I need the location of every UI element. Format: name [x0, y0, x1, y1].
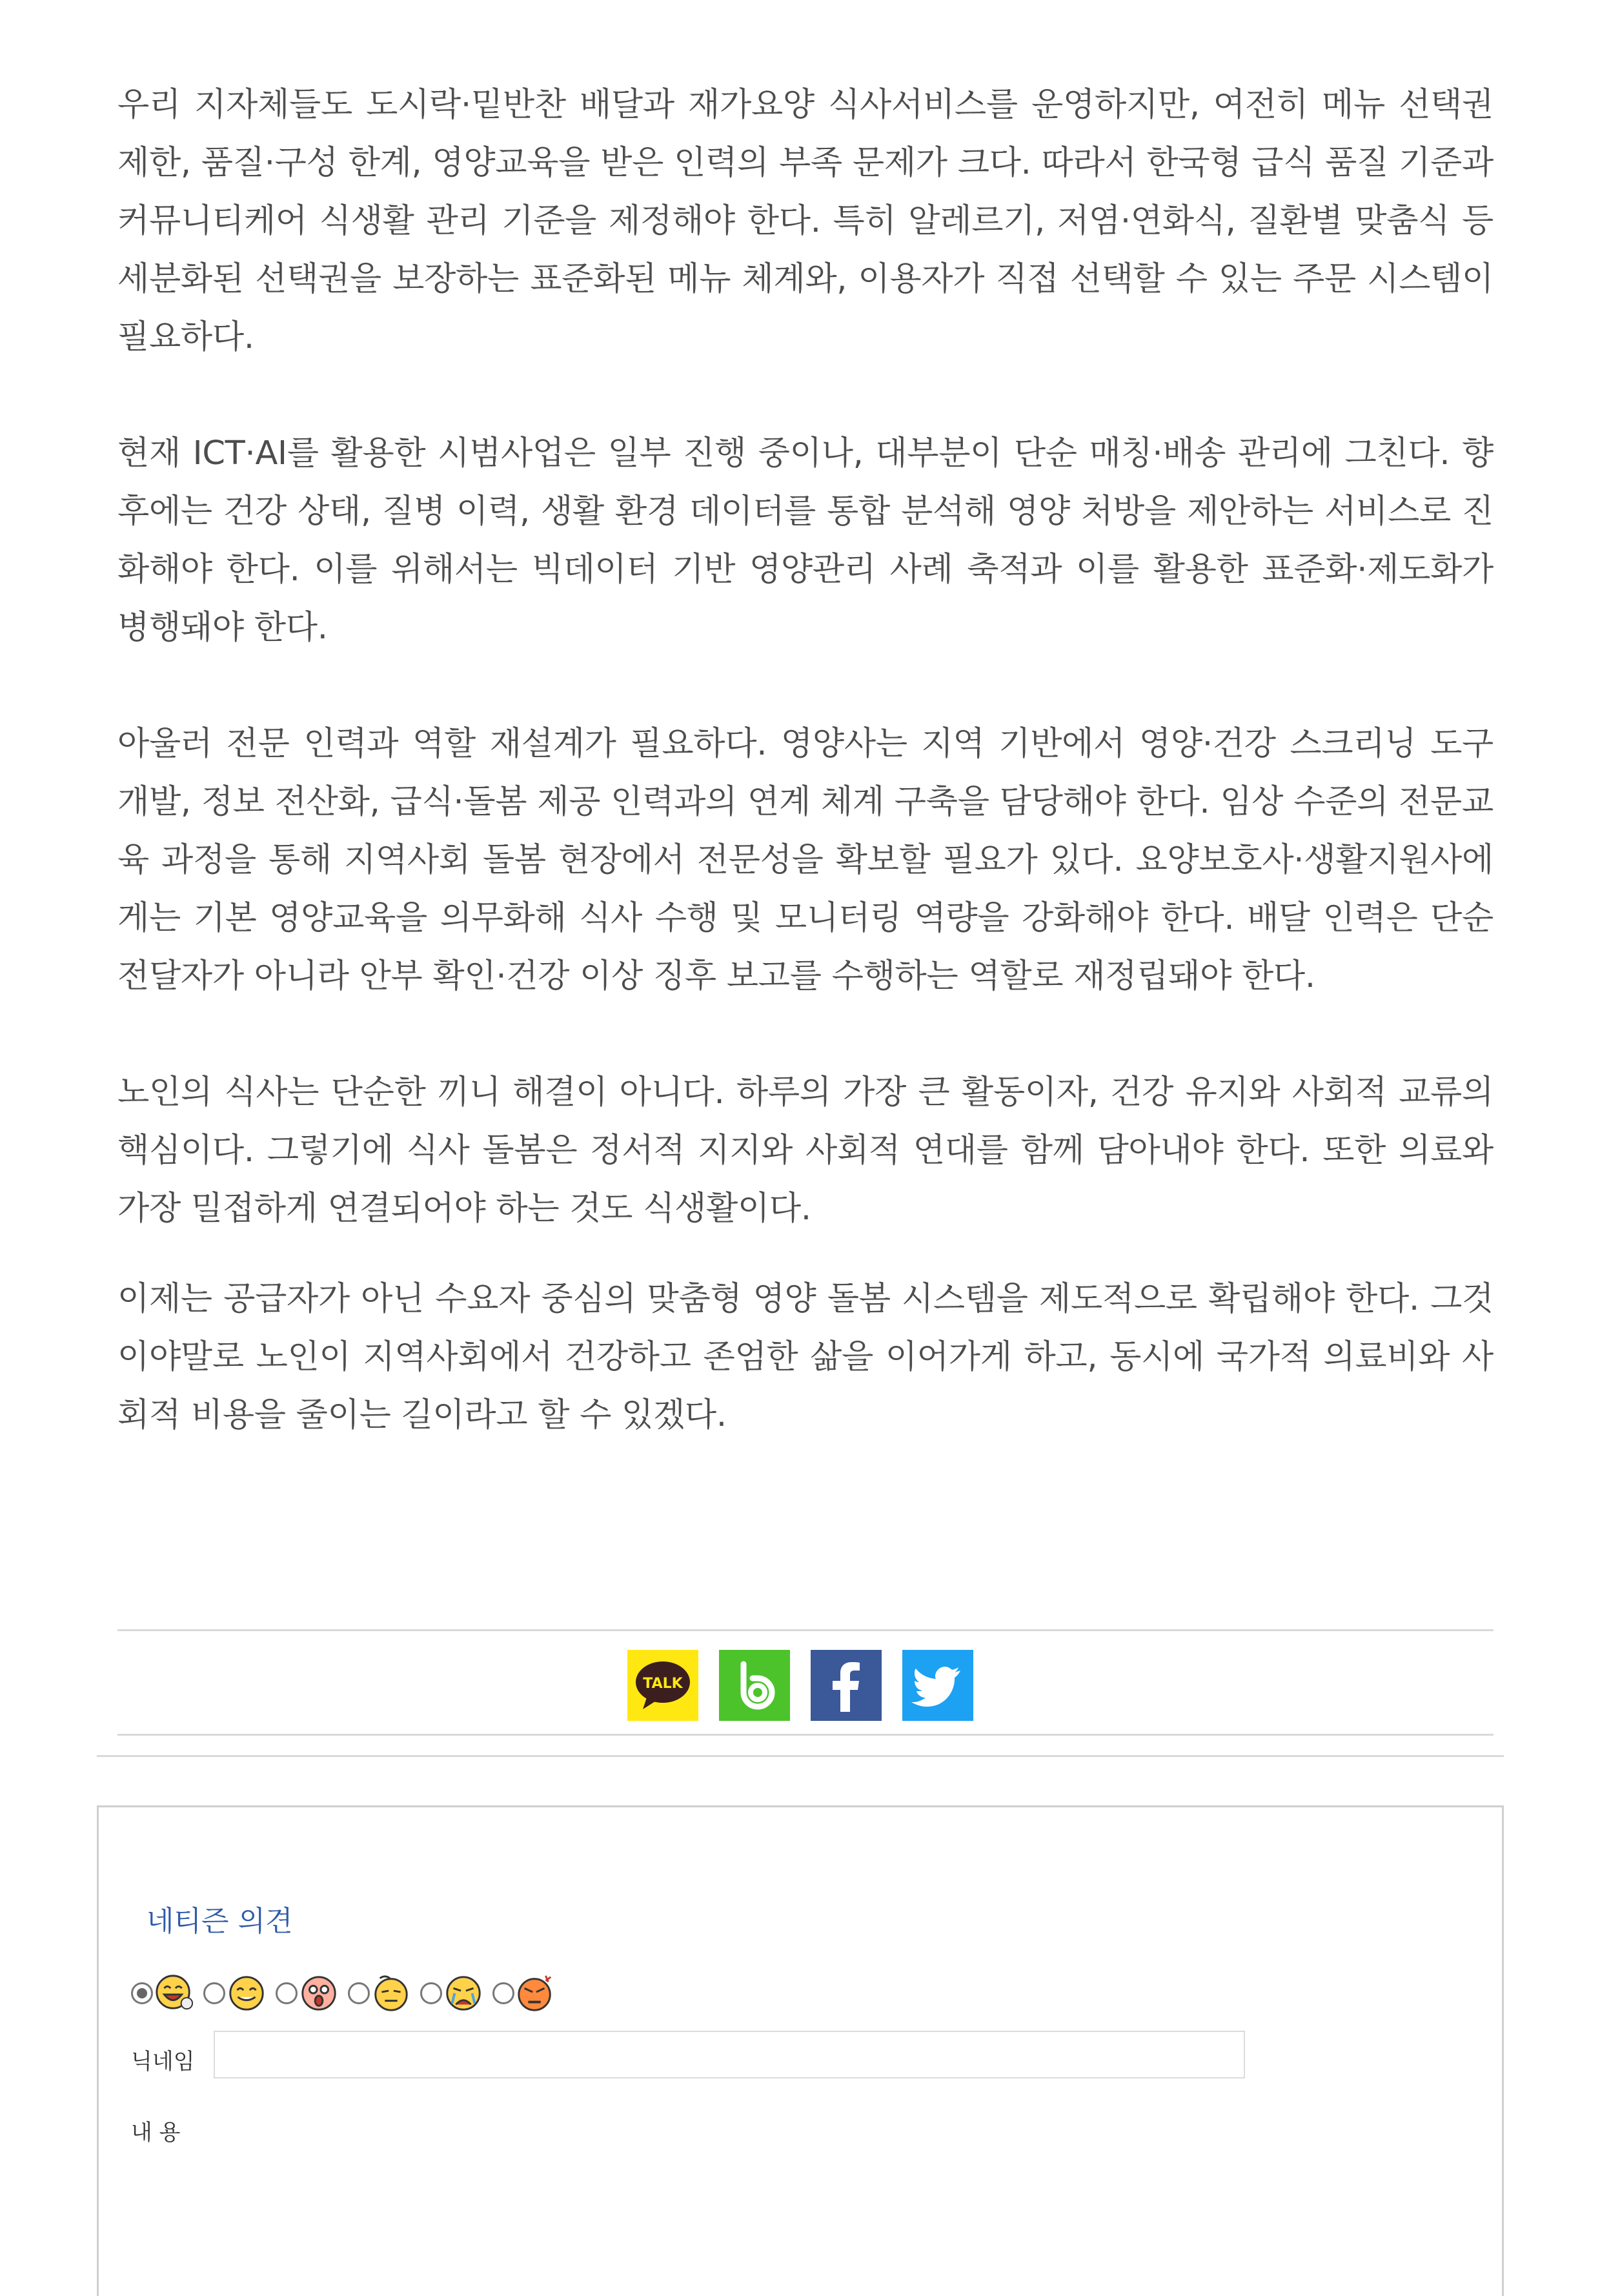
article-paragraph: 현재 ICT·AI를 활용한 시범사업은 일부 진행 중이나, 대부분이 단순 매칭·배송 관리에 그친다. 향후에는 건강 상태, 질병 이력, 생활 환경 데이터를 통합 분석해 영양 처방을 제안하는 서비스로 진화해야 한다. 이를 위해서는 빅데이터 기반 영양관리 사례 축적과 이를 활용한 표준화·제도화가 병행돼야 한다.: [117, 434, 1494, 647]
emotion-option-surprised[interactable]: [276, 1973, 339, 2013]
kakaotalk-share-button[interactable]: [627, 1650, 698, 1721]
article-paragraph: 아울러 전문 인력과 역할 재설계가 필요하다. 영양사는 지역 기반에서 영양·건강 스크리닝 도구 개발, 정보 전산화, 급식·돌봄 제공 인력과의 연계 체계 구축을 담당해야 한다. 임상 수준의 전문교육 과정을 통해 지역사회 돌봄 현장에서 전문성을 확보할 필요가 있다. 요양보호사·생활지원사에게는 기본 영양교육을 의무화해 식사 수행 및 모니터링 역량을 강화해야 한다. 배달 인력은 단순 전달자가 아니라 안부 확인·건강 이상 징후 보고를 수행하는 역할로 재정립돼야 한다.: [117, 725, 1494, 995]
share-bar: [0, 1650, 1600, 1721]
surprised-face-icon: [299, 1973, 339, 2013]
emotion-radio[interactable]: [492, 1982, 514, 2004]
emotion-option-crying[interactable]: [420, 1973, 483, 2013]
article-paragraph: 우리 지자체들도 도시락·밑반찬 배달과 재가요양 식사서비스를 운영하지만, 여전히 메뉴 선택권 제한, 품질·구성 한계, 영양교육을 받은 인력의 부족 문제가 크다. 따라서 한국형 급식 품질 기준과 커뮤니티케어 식생활 관리 기준을 제정해야 한다. 특히 알레르기, 저염·연화식, 질환별 맞춤식 등 세분화된 선택권을 보장하는 표준화된 메뉴 체계와, 이용자가 직접 선택할 수 있는 주문 시스템이 필요하다.: [117, 86, 1494, 356]
emotion-option-laughing[interactable]: [131, 1973, 194, 2013]
twitter-share-button[interactable]: [902, 1650, 973, 1721]
comment-section-title: 네티즌 의견: [147, 1905, 293, 1938]
dizzy-face-icon: [371, 1973, 411, 2013]
facebook-share-icon: [811, 1650, 882, 1721]
kakaotalk-label: TALK: [642, 1676, 683, 1692]
smiling-face-icon: [227, 1973, 267, 2013]
emotion-radio[interactable]: [203, 1982, 225, 2004]
emotion-option-angry[interactable]: [492, 1973, 556, 2013]
share-top-divider: [117, 1629, 1494, 1631]
emotion-radio[interactable]: [348, 1982, 370, 2004]
article-body: [117, 76, 1494, 1503]
emotion-selector: [131, 1973, 565, 2014]
band-share-button[interactable]: [719, 1650, 790, 1721]
content-label: 내 용: [131, 2120, 181, 2146]
emotion-radio[interactable]: [420, 1982, 442, 2004]
comment-form: [97, 1805, 1504, 2296]
emotion-option-smiling[interactable]: [203, 1973, 267, 2013]
article-paragraph: 노인의 식사는 단순한 끼니 해결이 아니다. 하루의 가장 큰 활동이자, 건강 유지와 사회적 교류의 핵심이다. 그렇기에 식사 돌봄은 정서적 지지와 사회적 연대를 함께 담아내야 한다. 또한 의료와 가장 밀접하게 연결되어야 하는 것도 식생활이다.: [117, 1073, 1494, 1228]
band-share-icon: [719, 1650, 790, 1721]
emotion-radio[interactable]: [276, 1982, 298, 2004]
emotion-radio[interactable]: [131, 1982, 153, 2004]
share-bottom-divider: [117, 1734, 1494, 1736]
laughing-face-icon: [154, 1973, 194, 2013]
twitter-share-icon: [902, 1650, 973, 1721]
section-divider: [97, 1755, 1504, 1757]
article-paragraph: 이제는 공급자가 아닌 수요자 중심의 맞춤형 영양 돌봄 시스템을 제도적으로 확립해야 한다. 그것이야말로 노인이 지역사회에서 건강하고 존엄한 삶을 이어가게 하고, 동시에 국가적 의료비와 사회적 비용을 줄이는 길이라고 할 수 있겠다.: [117, 1280, 1494, 1434]
facebook-share-button[interactable]: [811, 1650, 882, 1721]
nickname-input[interactable]: [214, 2031, 1245, 2078]
angry-face-icon: [516, 1973, 556, 2013]
kakaotalk-share-icon: [627, 1650, 698, 1721]
nickname-label: 닉네임: [131, 2049, 195, 2075]
emotion-option-dizzy[interactable]: [348, 1973, 411, 2013]
crying-face-icon: [443, 1973, 483, 2013]
